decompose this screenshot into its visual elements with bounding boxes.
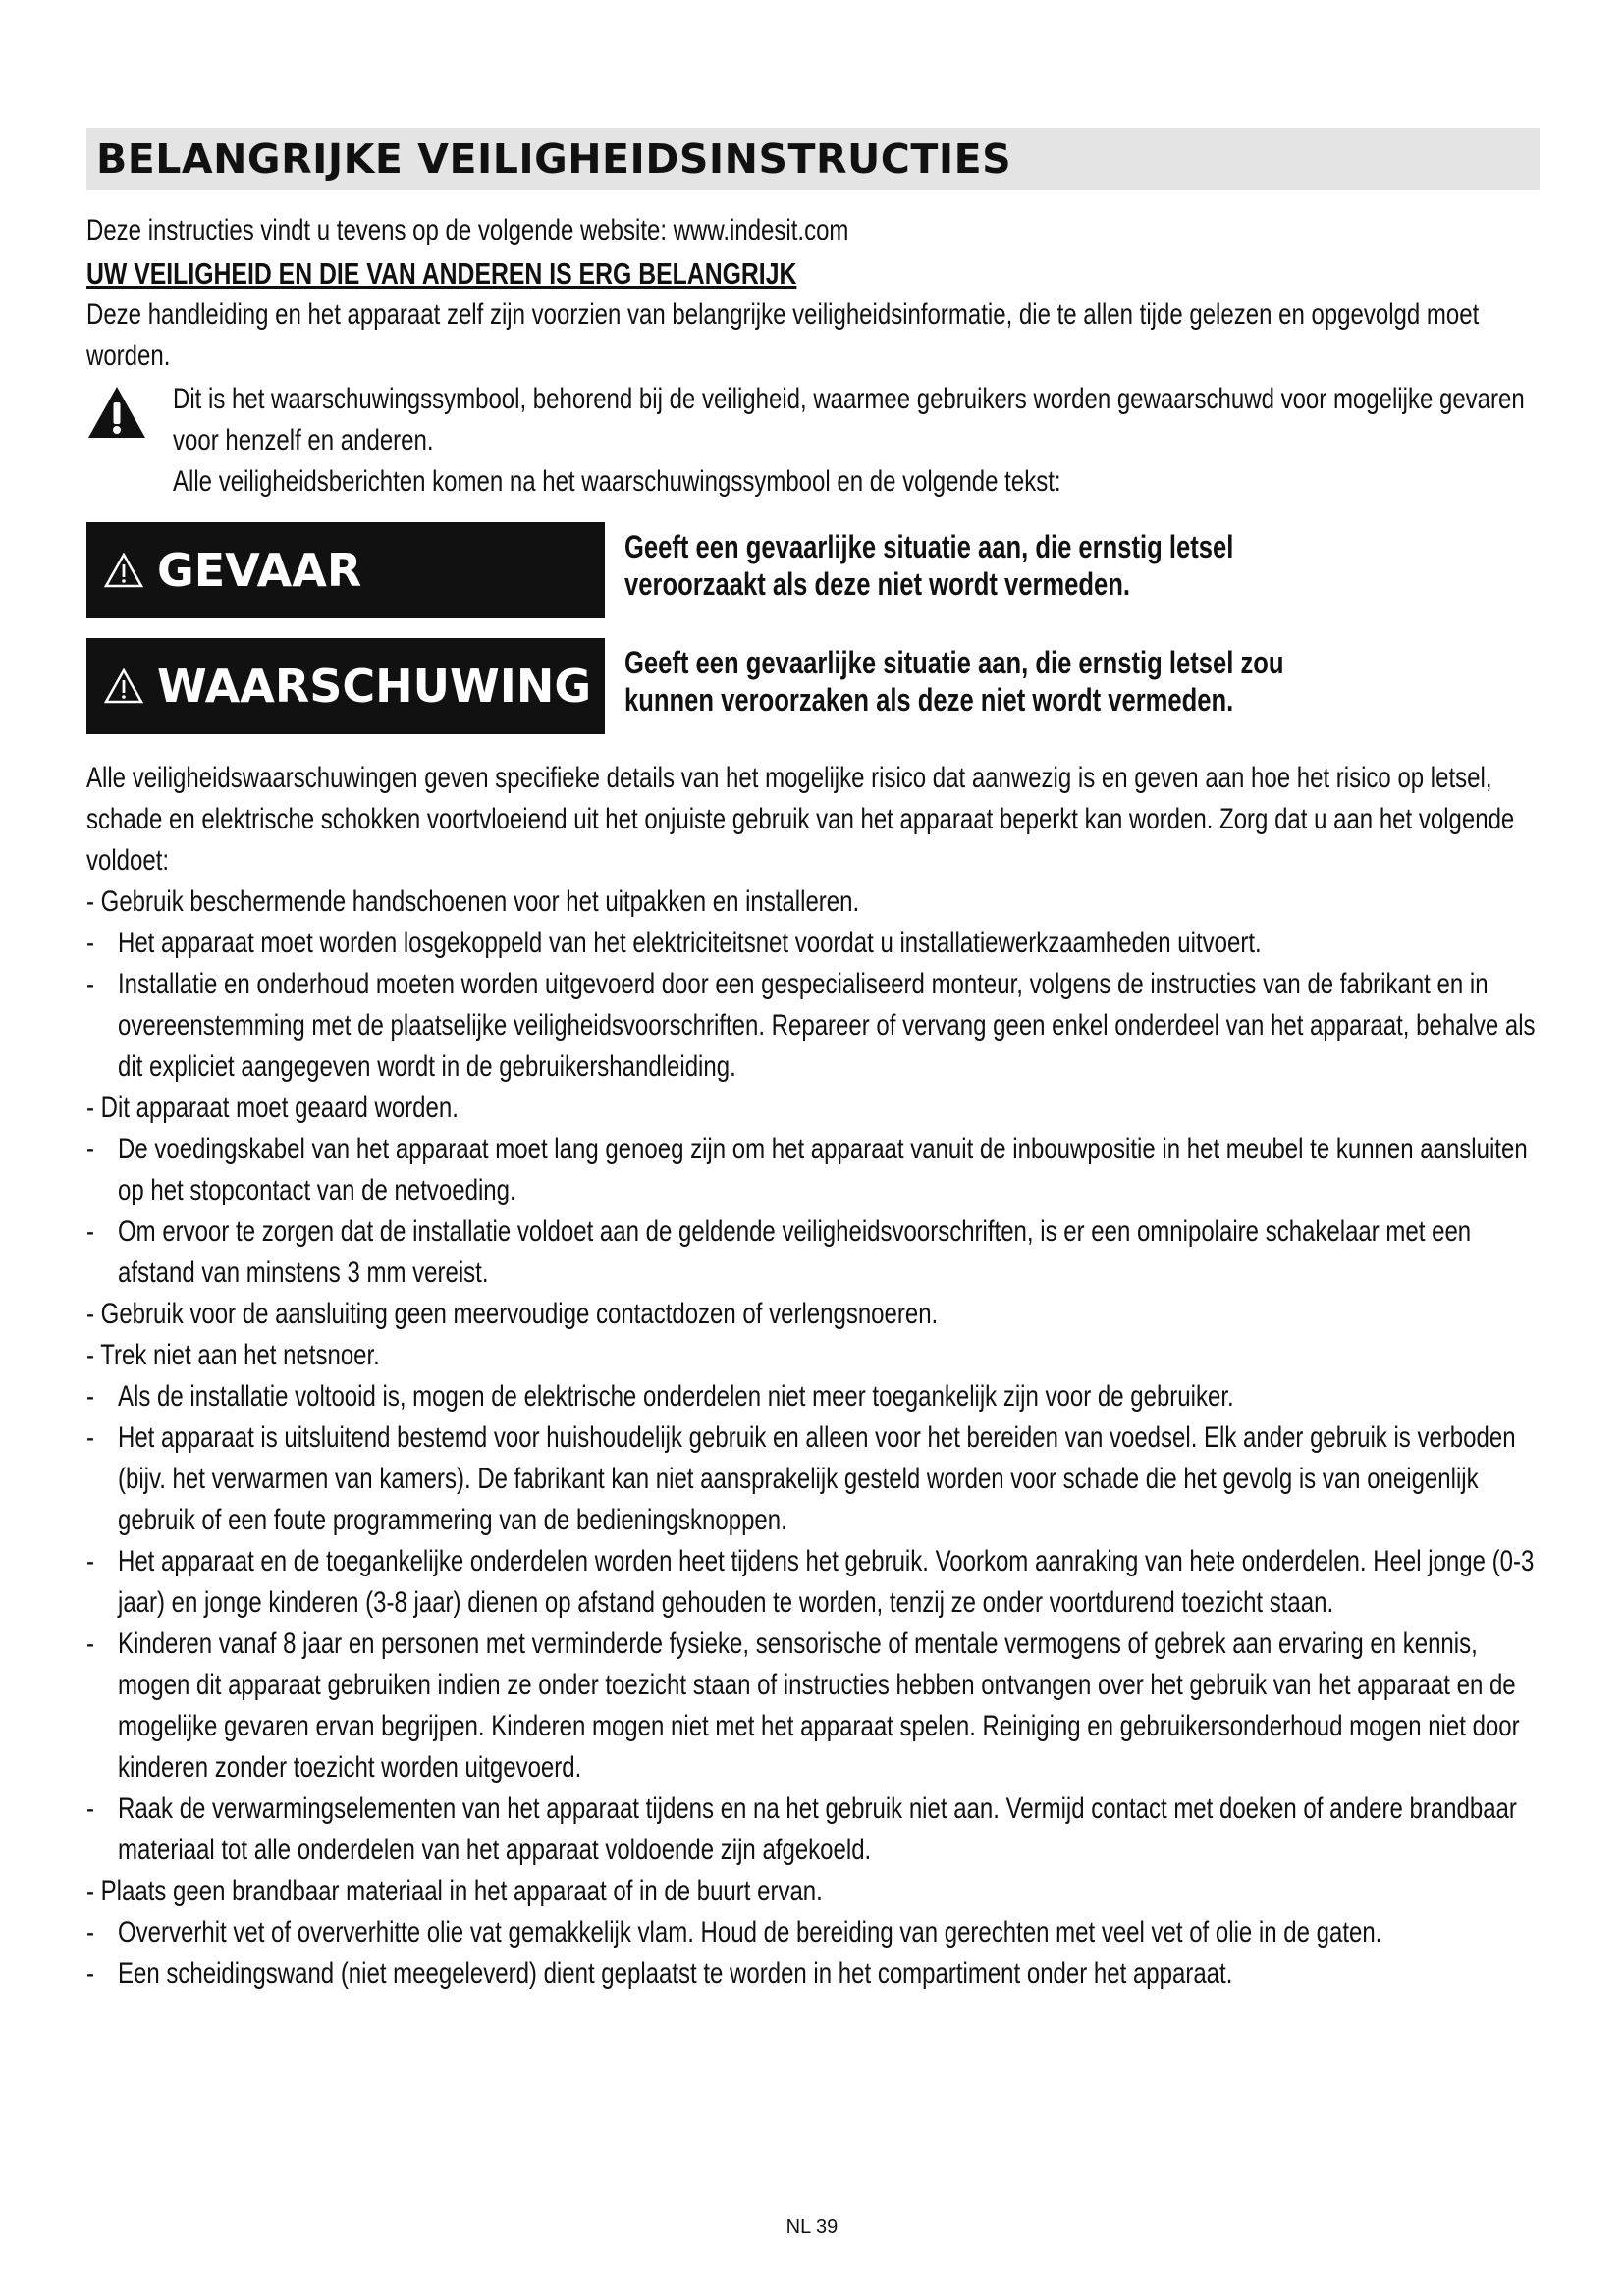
warning-symbol-text: Dit is het waarschuwingssymbool, behorend bij de veiligheid, waarmee gebruikers worden gewaarschuwd voor mogelijke gevaren voor henzelf en anderen. bbox=[173, 383, 1525, 456]
safety-heading: UW VEILIGHEID EN DIE VAN ANDEREN IS ERG BELANGRIJK bbox=[86, 256, 797, 291]
list-item: - Plaats geen brandbaar materiaal in het apparaat of in de buurt ervan. bbox=[86, 1875, 823, 1907]
intro-paragraph: Deze handleiding en het apparaat zelf zijn voorzien van belangrijke veiligheidsinformatie, die te allen tijde gelezen en opgevolgd moet worden. bbox=[86, 298, 1480, 372]
document-page bbox=[86, 128, 1540, 1995]
list-item: - Gebruik voor de aansluiting geen meervoudige contactdozen of verlengsnoeren. bbox=[86, 1298, 939, 1330]
warning-symbol-block bbox=[86, 379, 1540, 503]
danger-triangle-icon bbox=[104, 553, 143, 588]
list-item: - Als de installatie voltooid is, mogen de elektrische onderdelen niet meer toegankelijk zijn voor de gebruiker. bbox=[86, 1376, 1540, 1417]
warning-triangle-icon bbox=[86, 379, 173, 503]
list-item: - De voedingskabel van het apparaat moet lang genoeg zijn om het apparaat vanuit de inbouwpositie in het meubel te kunnen aansluiten op het stopcontact van de netvoeding. bbox=[86, 1129, 1540, 1211]
list-item: - Trek niet aan het netsnoer. bbox=[86, 1339, 380, 1371]
hazard-row-warning bbox=[86, 638, 1540, 734]
list-item: - Een scheidingswand (niet meegeleverd) dient geplaatst te worden in het compartiment onder het apparaat. bbox=[86, 1953, 1540, 1995]
warning-label: WAARSCHUWING bbox=[157, 660, 592, 713]
page-number: NL 39 bbox=[785, 2216, 839, 2238]
general-warning: Alle veiligheidswaarschuwingen geven specifieke details van het mogelijke risico dat aanwezig is en geven aan hoe het risico op letsel, schade en elektrische schokken voortvloeiend uit het onjuiste gebruik van het apparaat beperkt kan worden. Zorg dat u aan het volgende voldoet: bbox=[86, 762, 1515, 877]
list-item: - Om ervoor te zorgen dat de installatie voldoet aan de geldende veiligheidsvoorschriften, is er een omnipolaire schakelaar met een afstand van minstens 3 mm vereist. bbox=[86, 1211, 1540, 1294]
list-item: - Het apparaat en de toegankelijke onderdelen worden heet tijdens het gebruik. Voorkom aanraking van hete onderdelen. Heel jonge (0-3 jaar) en jonge kinderen (3-8 jaar) dienen op afstand gehouden te worden, tenzij ze onder voortdurend toezicht staan. bbox=[86, 1541, 1540, 1624]
messages-text: Alle veiligheidsberichten komen na het waarschuwingssymbool en de volgende tekst: bbox=[173, 465, 1061, 498]
warning-label-triangle-icon bbox=[104, 668, 143, 704]
website-line: Deze instructies vindt u tevens op de volgende website: www.indesit.com bbox=[86, 214, 849, 246]
hazard-row-danger bbox=[86, 522, 1540, 618]
danger-description: Geeft een gevaarlijke situatie aan, die ernstig letsel veroorzaakt als deze niet wordt vermeden. bbox=[624, 529, 1234, 602]
warning-description: Geeft een gevaarlijke situatie aan, die ernstig letsel zou kunnen veroorzaken als deze niet wordt vermeden. bbox=[624, 645, 1284, 718]
list-item: - Oververhit vet of oververhitte olie vat gemakkelijk vlam. Houd de bereiding van gerechten met veel vet of olie in de gaten. bbox=[86, 1912, 1540, 1953]
list-item: - Dit apparaat moet geaard worden. bbox=[86, 1092, 459, 1124]
list-item: - Het apparaat moet worden losgekoppeld van het elektriciteitsnet voordat u installatiewerkzaamheden uitvoert. bbox=[86, 923, 1540, 964]
title-bar bbox=[86, 128, 1540, 190]
list-item: - Raak de verwarmingselementen van het apparaat tijdens en na het gebruik niet aan. Vermijd contact met doeken of andere brandbaar materiaal tot alle onderdelen van het apparaat voldoende zijn afgekoeld. bbox=[86, 1789, 1540, 1871]
danger-label-box bbox=[86, 522, 605, 618]
warning-label-box bbox=[86, 638, 605, 734]
page-title: BELANGRIJKE VEILIGHEIDSINSTRUCTIES bbox=[96, 135, 1012, 183]
instructions-list bbox=[86, 881, 1540, 1995]
list-item: - Gebruik beschermende handschoenen voor het uitpakken en installeren. bbox=[86, 885, 860, 918]
list-item: - Het apparaat is uitsluitend bestemd voor huishoudelijk gebruik en alleen voor het bereiden van voedsel. Elk ander gebruik is verboden (bijv. het verwarmen van kamers). De fabrikant kan niet aansprakelijk gesteld worden voor schade die het gevolg is van oneigenlijk gebruik of een foute programmering van de bedieningsknoppen. bbox=[86, 1417, 1540, 1541]
list-item: - Installatie en onderhoud moeten worden uitgevoerd door een gespecialiseerd monteur, volgens de instructies van de fabrikant en in overeenstemming met de plaatselijke veiligheidsvoorschriften. Repareer of vervang geen enkel onderdeel van het apparaat, behalve als dit expliciet aangegeven wordt in de gebruikershandleiding. bbox=[86, 964, 1540, 1088]
instructions-block bbox=[86, 758, 1540, 1995]
danger-label: GEVAAR bbox=[157, 544, 362, 597]
list-item: - Kinderen vanaf 8 jaar en personen met verminderde fysieke, sensorische of mentale vermogens of gebrek aan ervaring en kennis, mogen dit apparaat gebruiken indien ze onder toezicht staan of instructies hebben ontvangen over het gebruik van het apparaat en de mogelijke gevaren ervan begrijpen. Kinderen mogen niet met het apparaat spelen. Reiniging en gebruikersonderhoud mogen niet door kinderen zonder toezicht worden uitgevoerd. bbox=[86, 1624, 1540, 1789]
